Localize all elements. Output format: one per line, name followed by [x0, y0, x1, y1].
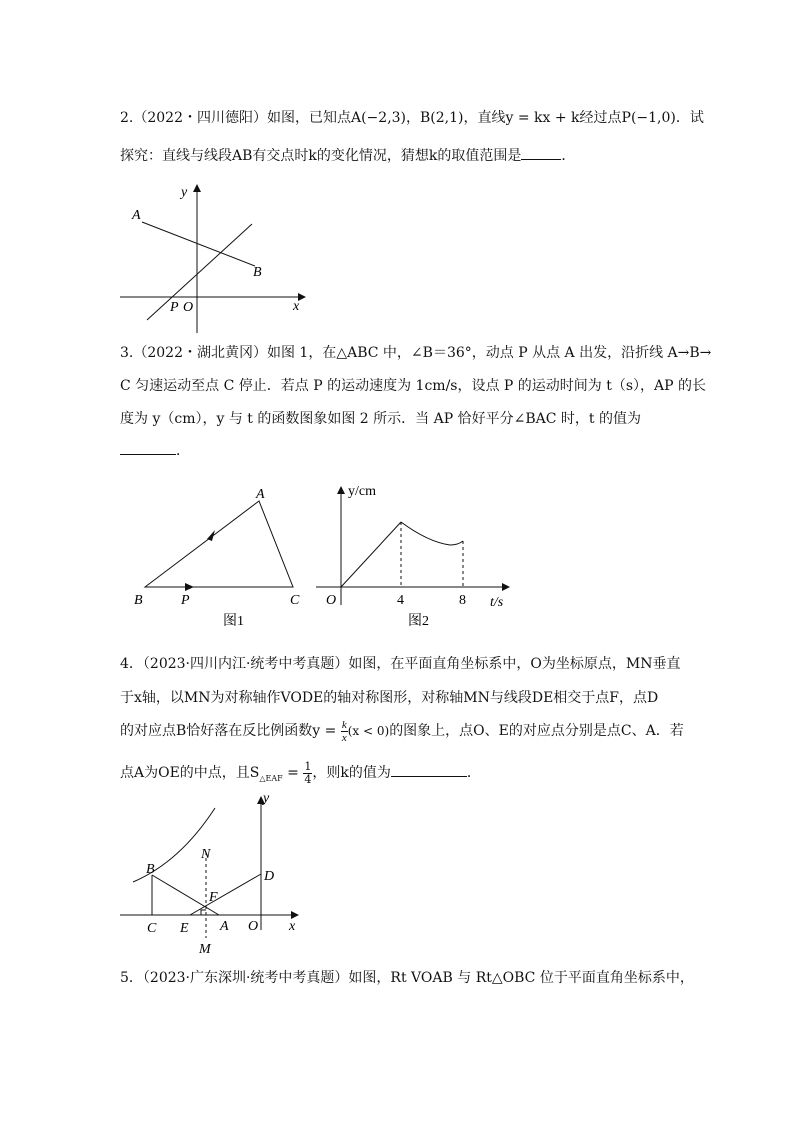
p4-line-3 — [120, 712, 684, 750]
graph-curve — [401, 522, 463, 545]
p4-line-3b: 的图象上，点O、E的对应点分别是点C、A．若 — [389, 723, 684, 739]
label-P: P — [170, 300, 179, 315]
label-B: B — [134, 593, 143, 608]
p4-line-4b: ，则k的值为 — [312, 765, 391, 781]
p3-figure-2 — [310, 480, 520, 635]
label-t-s: t/s — [490, 595, 504, 610]
segment-ab — [142, 222, 255, 266]
p2-end: ． — [561, 148, 576, 164]
label-O: O — [183, 300, 194, 315]
p4-end: ． — [466, 765, 481, 781]
p3-line-2: C 匀速运动至点 C 停止．若点 P 的运动速度为 1cm/s，设点 P 的运动时间为 t（s），AP 的长 — [120, 378, 707, 394]
y-axis-arrow — [337, 486, 345, 494]
label-A: A — [132, 208, 141, 223]
label-A: A — [220, 919, 229, 934]
p3-line-3: 度为 y（cm），y 与 t 的函数图象如图 2 所示．当 AP 恰好平分∠BAC 时，t 的值为 — [120, 411, 641, 427]
p4-line-1: 4．（2023·四川内江·统考中考真题）如图，在平面直角坐标系中，O为坐标原点，MN垂直 — [120, 656, 681, 672]
tick-4: 4 — [397, 593, 404, 608]
label-O: O — [248, 919, 259, 934]
label-F: F — [209, 890, 218, 905]
y-axis-arrow — [193, 184, 201, 192]
t-axis-arrow — [502, 583, 510, 591]
area-subscript: △EAF — [259, 773, 283, 783]
label-A: A — [256, 487, 265, 502]
fraction-num: 1 — [304, 759, 312, 773]
label-y: y — [263, 791, 270, 806]
p2-line-2-text: 探究：直线与线段AB有交点时k的变化情况，猜想k的取值范围是 — [120, 148, 522, 164]
p3-end: ． — [176, 443, 190, 459]
p2-figure — [115, 180, 315, 340]
fraction-den: 4 — [304, 772, 312, 786]
label-x: x — [293, 299, 300, 314]
p4-line-4a: 点A为OE的中点，且S — [120, 765, 260, 781]
caption-fig1: 图1 — [223, 614, 244, 629]
label-M: M — [199, 942, 211, 957]
answer-blank — [521, 145, 561, 160]
fraction-k-over-x — [341, 719, 348, 744]
label-C: C — [147, 921, 157, 936]
answer-blank — [391, 762, 467, 777]
p3-line-4 — [120, 440, 190, 461]
label-N: N — [201, 847, 211, 862]
p4-line-2: 于x轴，以MN为对称轴作VODE的轴对称图形，对称轴MN与线段DE相交于点F，点D — [120, 690, 659, 706]
triangle-abc — [145, 501, 293, 587]
p2-line-1: 2.（2022・四川德阳）如图，已知点A(−2,3)，B(2,1)，直线y = kx + k经过点P(−1,0)．试 — [120, 110, 704, 126]
label-y: y — [181, 185, 188, 200]
right-angle-mark — [201, 910, 206, 915]
line-kx-k — [147, 224, 252, 320]
label-B: B — [253, 265, 262, 280]
label-P: P — [181, 593, 190, 608]
label-B: B — [146, 862, 155, 877]
fraction-den: x — [341, 731, 347, 744]
graph-rising — [341, 522, 401, 587]
p5-line-1: 5．（2023·广东深圳·统考中考真题）如图，Rt VOAB 与 Rt△OBC 位于平面直角坐标系中， — [120, 970, 694, 986]
p3-figure-1 — [125, 480, 315, 635]
label-y-cm: y/cm — [348, 484, 376, 499]
fraction-num: k — [341, 718, 347, 731]
label-x: x — [289, 919, 296, 934]
p4-line-3a: 的对应点B恰好落在反比例函数y = — [120, 723, 337, 739]
label-C: C — [290, 593, 300, 608]
p2-line-2 — [120, 145, 575, 166]
label-D: D — [264, 869, 275, 884]
label-E: E — [180, 921, 189, 936]
equals-sign: = — [282, 765, 304, 781]
x-axis-arrow — [291, 911, 299, 919]
segment-ed — [190, 874, 261, 915]
tick-8: 8 — [459, 593, 466, 608]
path-arrow-bc — [185, 583, 194, 591]
caption-fig2: 图2 — [408, 614, 429, 629]
p3-line-1: 3.（2022・湖北黄冈）如图 1，在△ABC 中，∠B＝36°，动点 P 从点 A 出发，沿折线 A→B→ — [120, 345, 712, 361]
label-O: O — [326, 593, 337, 608]
answer-blank — [120, 440, 176, 455]
domain-condition: (x < 0) — [347, 724, 390, 738]
p4-figure — [115, 790, 305, 960]
